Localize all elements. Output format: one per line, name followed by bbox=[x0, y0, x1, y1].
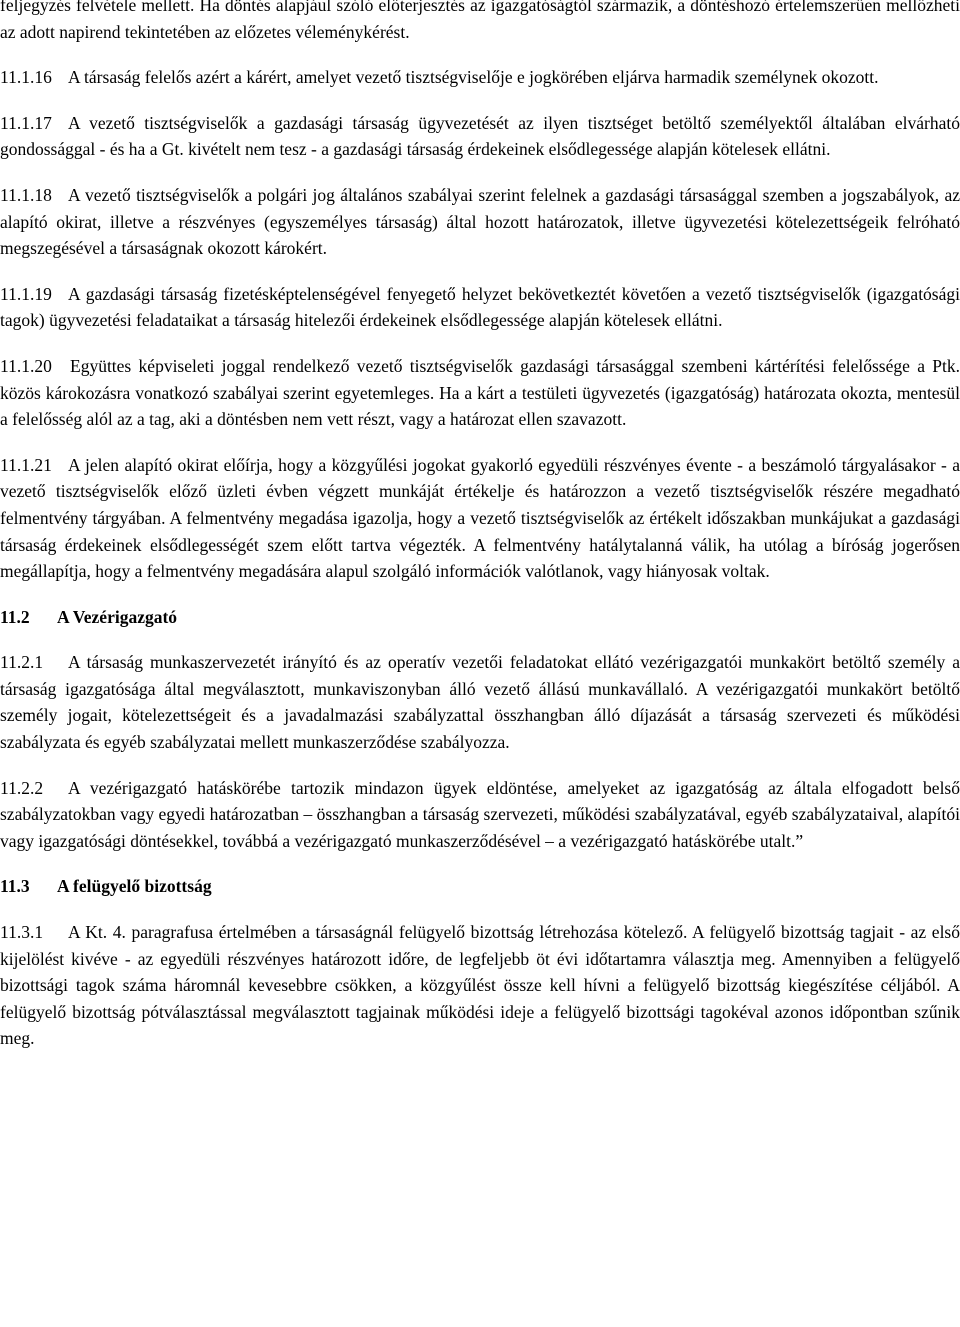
paragraph-number: 11.3.1 bbox=[0, 922, 44, 943]
section-number: 11.2 bbox=[0, 606, 30, 627]
paragraph-text: A Kt. 4. paragrafusa értelmében a társaságnál felügyelő bizottság létrehozása kötelező. A felügyelő bizottság tagjait - az első kijelölést kivéve - az egyedüli részvényes határozott időre, de legfeljebb öt évi időtartamra választja meg. Amennyiben a felügyelő bizottsági tagok száma háromnál kevesebbre csökken, a közgyűlést össze kell hívni a felügyelő bizottság kiegészítése céljából. A felügyelő bizottság pótválasztással megválasztott tagjainak működési ideje a felügyelő bizottsági tagokéval azonos időpontban szűnik meg. bbox=[0, 922, 960, 1049]
paragraph-number: 11.1.16 bbox=[0, 67, 52, 88]
paragraph-11-2-1 bbox=[0, 649, 960, 755]
paragraph-number: 11.1.20 bbox=[0, 355, 52, 376]
section-heading-11-3 bbox=[0, 873, 960, 900]
paragraph-11-1-16 bbox=[0, 64, 960, 91]
section-heading-11-2 bbox=[0, 604, 960, 631]
paragraph-11-3-1 bbox=[0, 919, 960, 1052]
paragraph-number: 11.1.18 bbox=[0, 184, 52, 205]
paragraph-number: 11.1.19 bbox=[0, 283, 52, 304]
section-title: A Vezérigazgató bbox=[57, 606, 178, 627]
paragraph-11-1-19 bbox=[0, 281, 960, 334]
section-number: 11.3 bbox=[0, 876, 30, 897]
paragraph-text: A társaság felelős azért a kárért, amelyet vezető tisztségviselője e jogkörében eljárva harmadik személynek okozott. bbox=[68, 67, 879, 88]
paragraph-text: A vezető tisztségviselők a gazdasági társaság ügyvezetését az ilyen tisztséget betöltő személyektől általában elvárható gondossággal - és ha a Gt. kivételt nem tesz - a gazdasági társaság érdekeinek elsődlegessége alapján kötelesek ellátni. bbox=[0, 112, 960, 160]
paragraph-number: 11.2.1 bbox=[0, 652, 44, 673]
paragraph-text: feljegyzés felvétele mellett. Ha döntés alapjául szóló előterjesztés az igazgatóságtól származik, a döntéshozó értelemszerűen mellőzheti az adott napirend tekintetében az előzetes véleménykérést. bbox=[0, 0, 960, 42]
paragraph-text: A társaság munkaszervezetét irányító és az operatív vezetői feladatokat ellátó vezérigazgatói munkakört betöltő személy a társaság igazgatósága által megválasztott, munkaviszonyban álló vezető állású munkavállaló. A vezérigazgatói munkakört betöltő személy jogait, kötelezettségeit és a javadalmazási szabályzattal összhangban álló díjazását a társaság szervezeti és működési szabályzata és egyéb szabályzatai mellett munkaszerződése szabályozza. bbox=[0, 652, 960, 753]
paragraph-number: 11.1.17 bbox=[0, 112, 52, 133]
paragraph-continuation bbox=[0, 0, 960, 45]
paragraph-11-1-21 bbox=[0, 452, 960, 585]
paragraph-number: 11.2.2 bbox=[0, 777, 44, 798]
paragraph-number: 11.1.21 bbox=[0, 454, 52, 475]
paragraph-text: A gazdasági társaság fizetésképtelenségével fenyegető helyzet bekövetkeztét követően a vezető tisztségviselők (igazgatósági tagok) ügyvezetési feladataikat a társaság hitelezői érdekeinek elsődlegessége alapján kötelesek ellátni. bbox=[0, 283, 960, 331]
paragraph-text: A jelen alapító okirat előírja, hogy a közgyűlési jogokat gyakorló egyedüli részvényes évente - a beszámoló tárgyalásakor - a vezető tisztségviselők előző üzleti évben végzett munkáját értékelje és határozzon a vezető tisztségviselők részére megadható felmentvény tárgyában. A felmentvény megadása igazolja, hogy a vezető tisztségviselők az értékelt időszakban munkájukat a gazdasági társaság érdekeinek elsődlegességét szem előtt tartva végezték. A felmentvény hatálytalanná válik, ha utólag a bíróság jogerősen megállapítja, hogy a felmentvény megadására alapul szolgáló információk valótlanok, vagy hiányosak voltak. bbox=[0, 454, 960, 582]
paragraph-text: A vezérigazgató hatáskörébe tartozik mindazon ügyek eldöntése, amelyeket az igazgatóság az általa elfogadott belső szabályzatokban vagy egyedi határozatban – összhangban a társaság szervezeti, működési szabályzatával, egyéb szabályzataival, alapítói vagy igazgatósági döntésekkel, továbbá a vezérigazgató munkaszerződésével – a vezérigazgató hatáskörébe utalt.” bbox=[0, 777, 960, 851]
paragraph-11-2-2 bbox=[0, 775, 960, 855]
section-title: A felügyelő bizottság bbox=[57, 876, 212, 897]
paragraph-text: Együttes képviseleti joggal rendelkező vezető tisztségviselők gazdasági társasággal szembeni kártérítési felelőssége a Ptk. közös károkozásra vonatkozó szabályai szerint egyetemleges. Ha a kárt a testületi ügyvezetés (igazgatóság) határozata okozta, mentesül a felelősség alól az a tag, aki a döntésben nem vett részt, vagy a határozat ellen szavazott. bbox=[0, 355, 960, 430]
paragraph-11-1-18 bbox=[0, 182, 960, 262]
paragraph-11-1-17 bbox=[0, 110, 960, 163]
paragraph-text: A vezető tisztségviselők a polgári jog általános szabályai szerint felelnek a gazdasági társasággal szemben a jogszabályok, az alapító okirat, illetve a részvényes (egyszemélyes társaság) által hozott határozatok, illetve ügyvezetési kötelezettségeik felróható megszegésével a társaságnak okozott károkért. bbox=[0, 184, 960, 259]
paragraph-11-1-20 bbox=[0, 353, 960, 433]
